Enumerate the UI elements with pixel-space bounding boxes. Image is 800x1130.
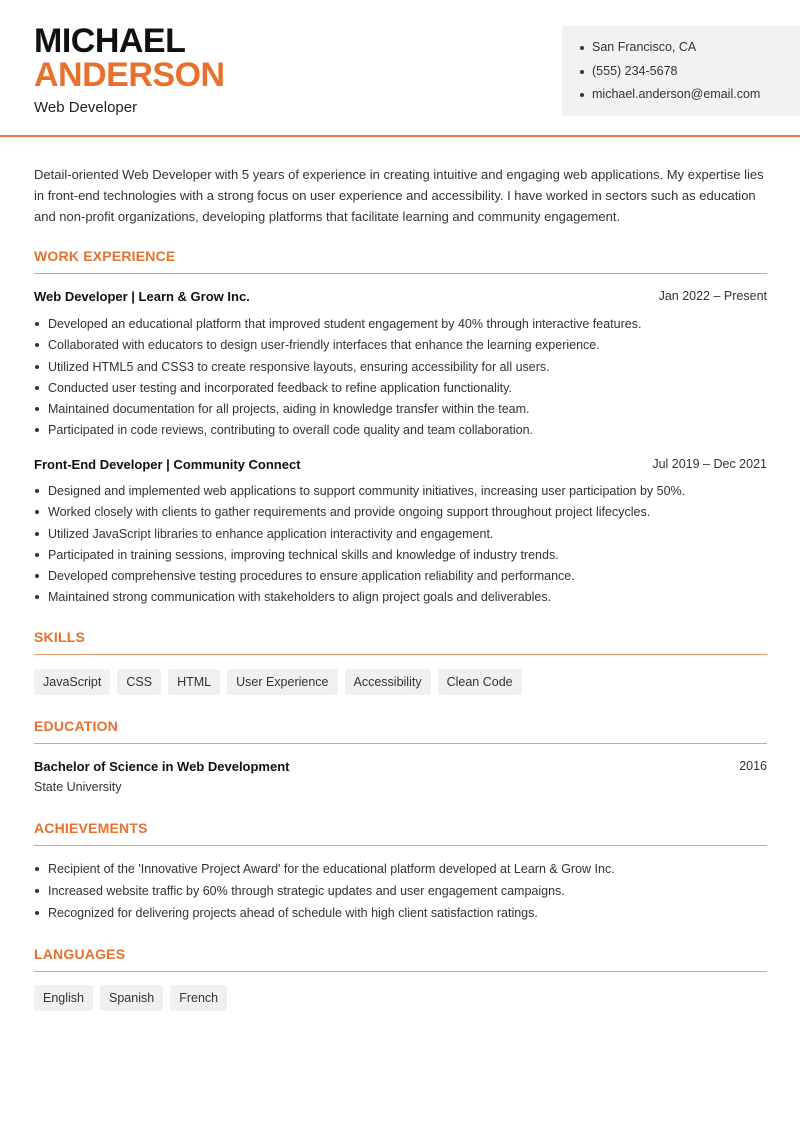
bullet-icon (35, 407, 39, 411)
list-item: Designed and implemented web applications to support community initiatives, increasing user participation by 50%. (34, 483, 767, 504)
list-item: Increased website traffic by 60% through strategic updates and user engagement campaigns. (34, 883, 767, 905)
languages-list (34, 985, 227, 1011)
list-item: Participated in training sessions, improving technical skills and knowledge of industry trends. (34, 547, 767, 568)
bullet-icon (35, 510, 39, 514)
school-name: State University (34, 780, 122, 794)
summary: Detail-oriented Web Developer with 5 years of experience in creating intuitive and engaging web applications. My expertise lies in front-end technologies with a strong focus on user experience and accessibility. I have worked in sectors such as education and non-profit organizations, developing platforms that facilitate learning and community engagement. (34, 167, 764, 224)
list-item: Developed an educational platform that improved student engagement by 40% through interactive features. (34, 316, 767, 337)
list-item: Maintained documentation for all projects, aiding in knowledge transfer within the team. (34, 401, 767, 422)
skill-tag: CSS (117, 669, 161, 695)
job-role: Web Developer | Learn & Grow Inc. (34, 289, 250, 304)
skill-tag: JavaScript (34, 669, 110, 695)
degree: Bachelor of Science in Web Development (34, 759, 290, 774)
skill-tag: Clean Code (438, 669, 522, 695)
bullet-icon (35, 532, 39, 536)
bullet-icon (35, 595, 39, 599)
language-tag: French (170, 985, 227, 1011)
list-item: Collaborated with educators to design user-friendly interfaces that enhance the learning experience. (34, 337, 767, 358)
contact-phone: (555) 234-5678 (580, 64, 800, 88)
job-dates: Jul 2019 – Dec 2021 (652, 457, 767, 471)
bullet-icon (35, 911, 39, 915)
last-name: ANDERSON (34, 56, 225, 94)
graduation-year: 2016 (739, 759, 767, 773)
bullet-icon (35, 867, 39, 871)
language-tag: Spanish (100, 985, 163, 1011)
resume-header (0, 0, 800, 137)
contact-box (562, 26, 800, 116)
list-item: Worked closely with clients to gather requirements and provide ongoing support throughout project lifecycles. (34, 504, 767, 525)
list-item: Developed comprehensive testing procedures to ensure application reliability and performance. (34, 568, 767, 589)
section-title-work: WORK EXPERIENCE (34, 248, 767, 274)
list-item: Participated in code reviews, contributing to overall code quality and team collaboration. (34, 422, 767, 443)
contact-email: michael.anderson@email.com (580, 87, 800, 111)
list-item: Recognized for delivering projects ahead of schedule with high client satisfaction ratings. (34, 905, 767, 927)
bullet-icon (580, 93, 584, 97)
job-bullets (34, 483, 767, 611)
list-item: Utilized HTML5 and CSS3 to create responsive layouts, ensuring accessibility for all users. (34, 359, 767, 380)
list-item: Recipient of the 'Innovative Project Award' for the educational platform developed at Learn & Grow Inc. (34, 861, 767, 883)
section-title-achievements: ACHIEVEMENTS (34, 820, 767, 846)
bullet-icon (35, 365, 39, 369)
job-role: Front-End Developer | Community Connect (34, 457, 301, 472)
skills-list (34, 669, 522, 695)
bullet-icon (35, 322, 39, 326)
bullet-icon (35, 489, 39, 493)
bullet-icon (35, 386, 39, 390)
bullet-icon (580, 46, 584, 50)
bullet-icon (35, 343, 39, 347)
skill-tag: User Experience (227, 669, 337, 695)
first-name: MICHAEL (34, 22, 186, 60)
list-item: Conducted user testing and incorporated feedback to refine application functionality. (34, 380, 767, 401)
section-title-skills: SKILLS (34, 629, 767, 655)
skill-tag: Accessibility (345, 669, 431, 695)
job-dates: Jan 2022 – Present (658, 289, 767, 303)
job-title: Web Developer (34, 99, 138, 116)
bullet-icon (35, 889, 39, 893)
job-header (34, 289, 767, 304)
bullet-icon (580, 70, 584, 74)
section-title-languages: LANGUAGES (34, 946, 767, 972)
education-header (34, 759, 767, 774)
bullet-icon (35, 428, 39, 432)
section-title-education: EDUCATION (34, 718, 767, 744)
job-bullets (34, 316, 767, 444)
list-item: Utilized JavaScript libraries to enhance application interactivity and engagement. (34, 526, 767, 547)
list-item: Maintained strong communication with stakeholders to align project goals and deliverables. (34, 589, 767, 610)
achievements-list (34, 861, 767, 927)
contact-location: San Francisco, CA (580, 40, 800, 64)
job-header (34, 457, 767, 472)
bullet-icon (35, 574, 39, 578)
bullet-icon (35, 553, 39, 557)
skill-tag: HTML (168, 669, 220, 695)
language-tag: English (34, 985, 93, 1011)
